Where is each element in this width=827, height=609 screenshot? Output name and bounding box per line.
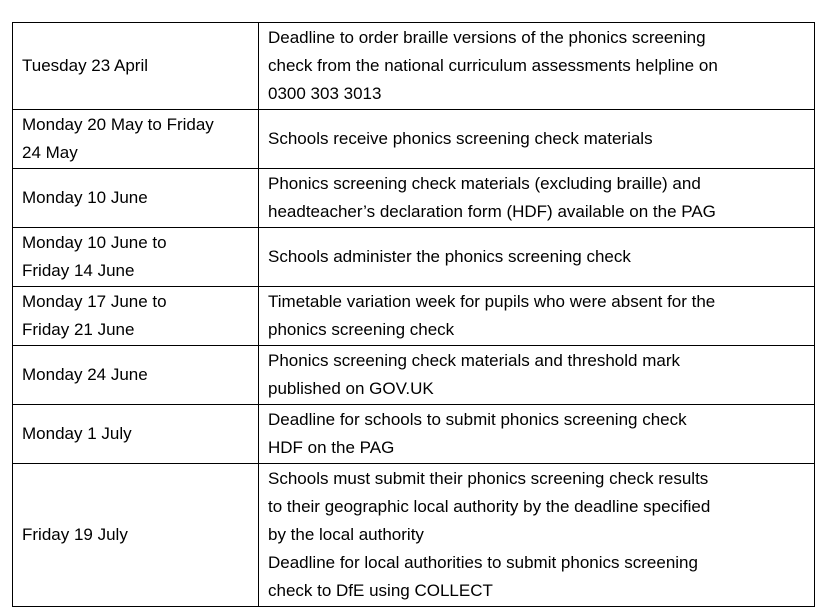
date-cell: [13, 169, 259, 228]
table-row: [13, 464, 815, 607]
description-line: check to DfE using COLLECT: [268, 581, 493, 600]
date-line: Monday 20 May to Friday: [22, 115, 214, 134]
description-cell: [259, 346, 815, 405]
date-cell: [13, 23, 259, 110]
date-cell: [13, 287, 259, 346]
description-line: Schools must submit their phonics screening check results: [268, 469, 709, 488]
date-cell: [13, 346, 259, 405]
description-line: headteacher’s declaration form (HDF) available on the PAG: [268, 202, 716, 221]
date-line: Friday 14 June: [22, 261, 135, 280]
date-line: Monday 24 June: [22, 365, 148, 384]
date-line: 24 May: [22, 143, 78, 162]
table-row: [13, 346, 815, 405]
description-line: Phonics screening check materials and threshold mark: [268, 351, 680, 370]
date-line: Monday 17 June to: [22, 292, 167, 311]
description-cell: [259, 405, 815, 464]
description-line: published on GOV.UK: [268, 379, 434, 398]
description-line: to their geographic local authority by the deadline specified: [268, 497, 711, 516]
description-line: check from the national curriculum assessments helpline on: [268, 56, 718, 75]
table-row: [13, 287, 815, 346]
table-row: [13, 228, 815, 287]
description-cell: [259, 287, 815, 346]
date-line: Friday 19 July: [22, 525, 128, 544]
date-line: Friday 21 June: [22, 320, 135, 339]
description-line: Timetable variation week for pupils who were absent for the: [268, 292, 716, 311]
description-line: Schools administer the phonics screening check: [268, 247, 631, 266]
description-line: Phonics screening check materials (excluding braille) and: [268, 174, 701, 193]
date-cell: [13, 228, 259, 287]
table-row: [13, 110, 815, 169]
date-line: Tuesday 23 April: [22, 56, 148, 75]
date-cell: [13, 405, 259, 464]
schedule-table: [12, 22, 815, 607]
description-line: HDF on the PAG: [268, 438, 395, 457]
description-line: Deadline to order braille versions of the phonics screening: [268, 28, 706, 47]
table-row: [13, 405, 815, 464]
description-cell: [259, 110, 815, 169]
description-cell: [259, 464, 815, 607]
table-row: [13, 169, 815, 228]
date-line: Monday 10 June to: [22, 233, 167, 252]
description-line: Schools receive phonics screening check materials: [268, 129, 653, 148]
date-line: Monday 1 July: [22, 424, 132, 443]
description-line: by the local authority: [268, 525, 424, 544]
description-line: Deadline for schools to submit phonics screening check: [268, 410, 687, 429]
table-row: [13, 23, 815, 110]
description-cell: [259, 23, 815, 110]
description-line: 0300 303 3013: [268, 84, 382, 103]
date-line: Monday 10 June: [22, 188, 148, 207]
description-cell: [259, 228, 815, 287]
description-line: Deadline for local authorities to submit phonics screening: [268, 553, 698, 572]
schedule-table-body: [13, 23, 815, 607]
date-cell: [13, 464, 259, 607]
description-cell: [259, 169, 815, 228]
description-line: phonics screening check: [268, 320, 455, 339]
date-cell: [13, 110, 259, 169]
